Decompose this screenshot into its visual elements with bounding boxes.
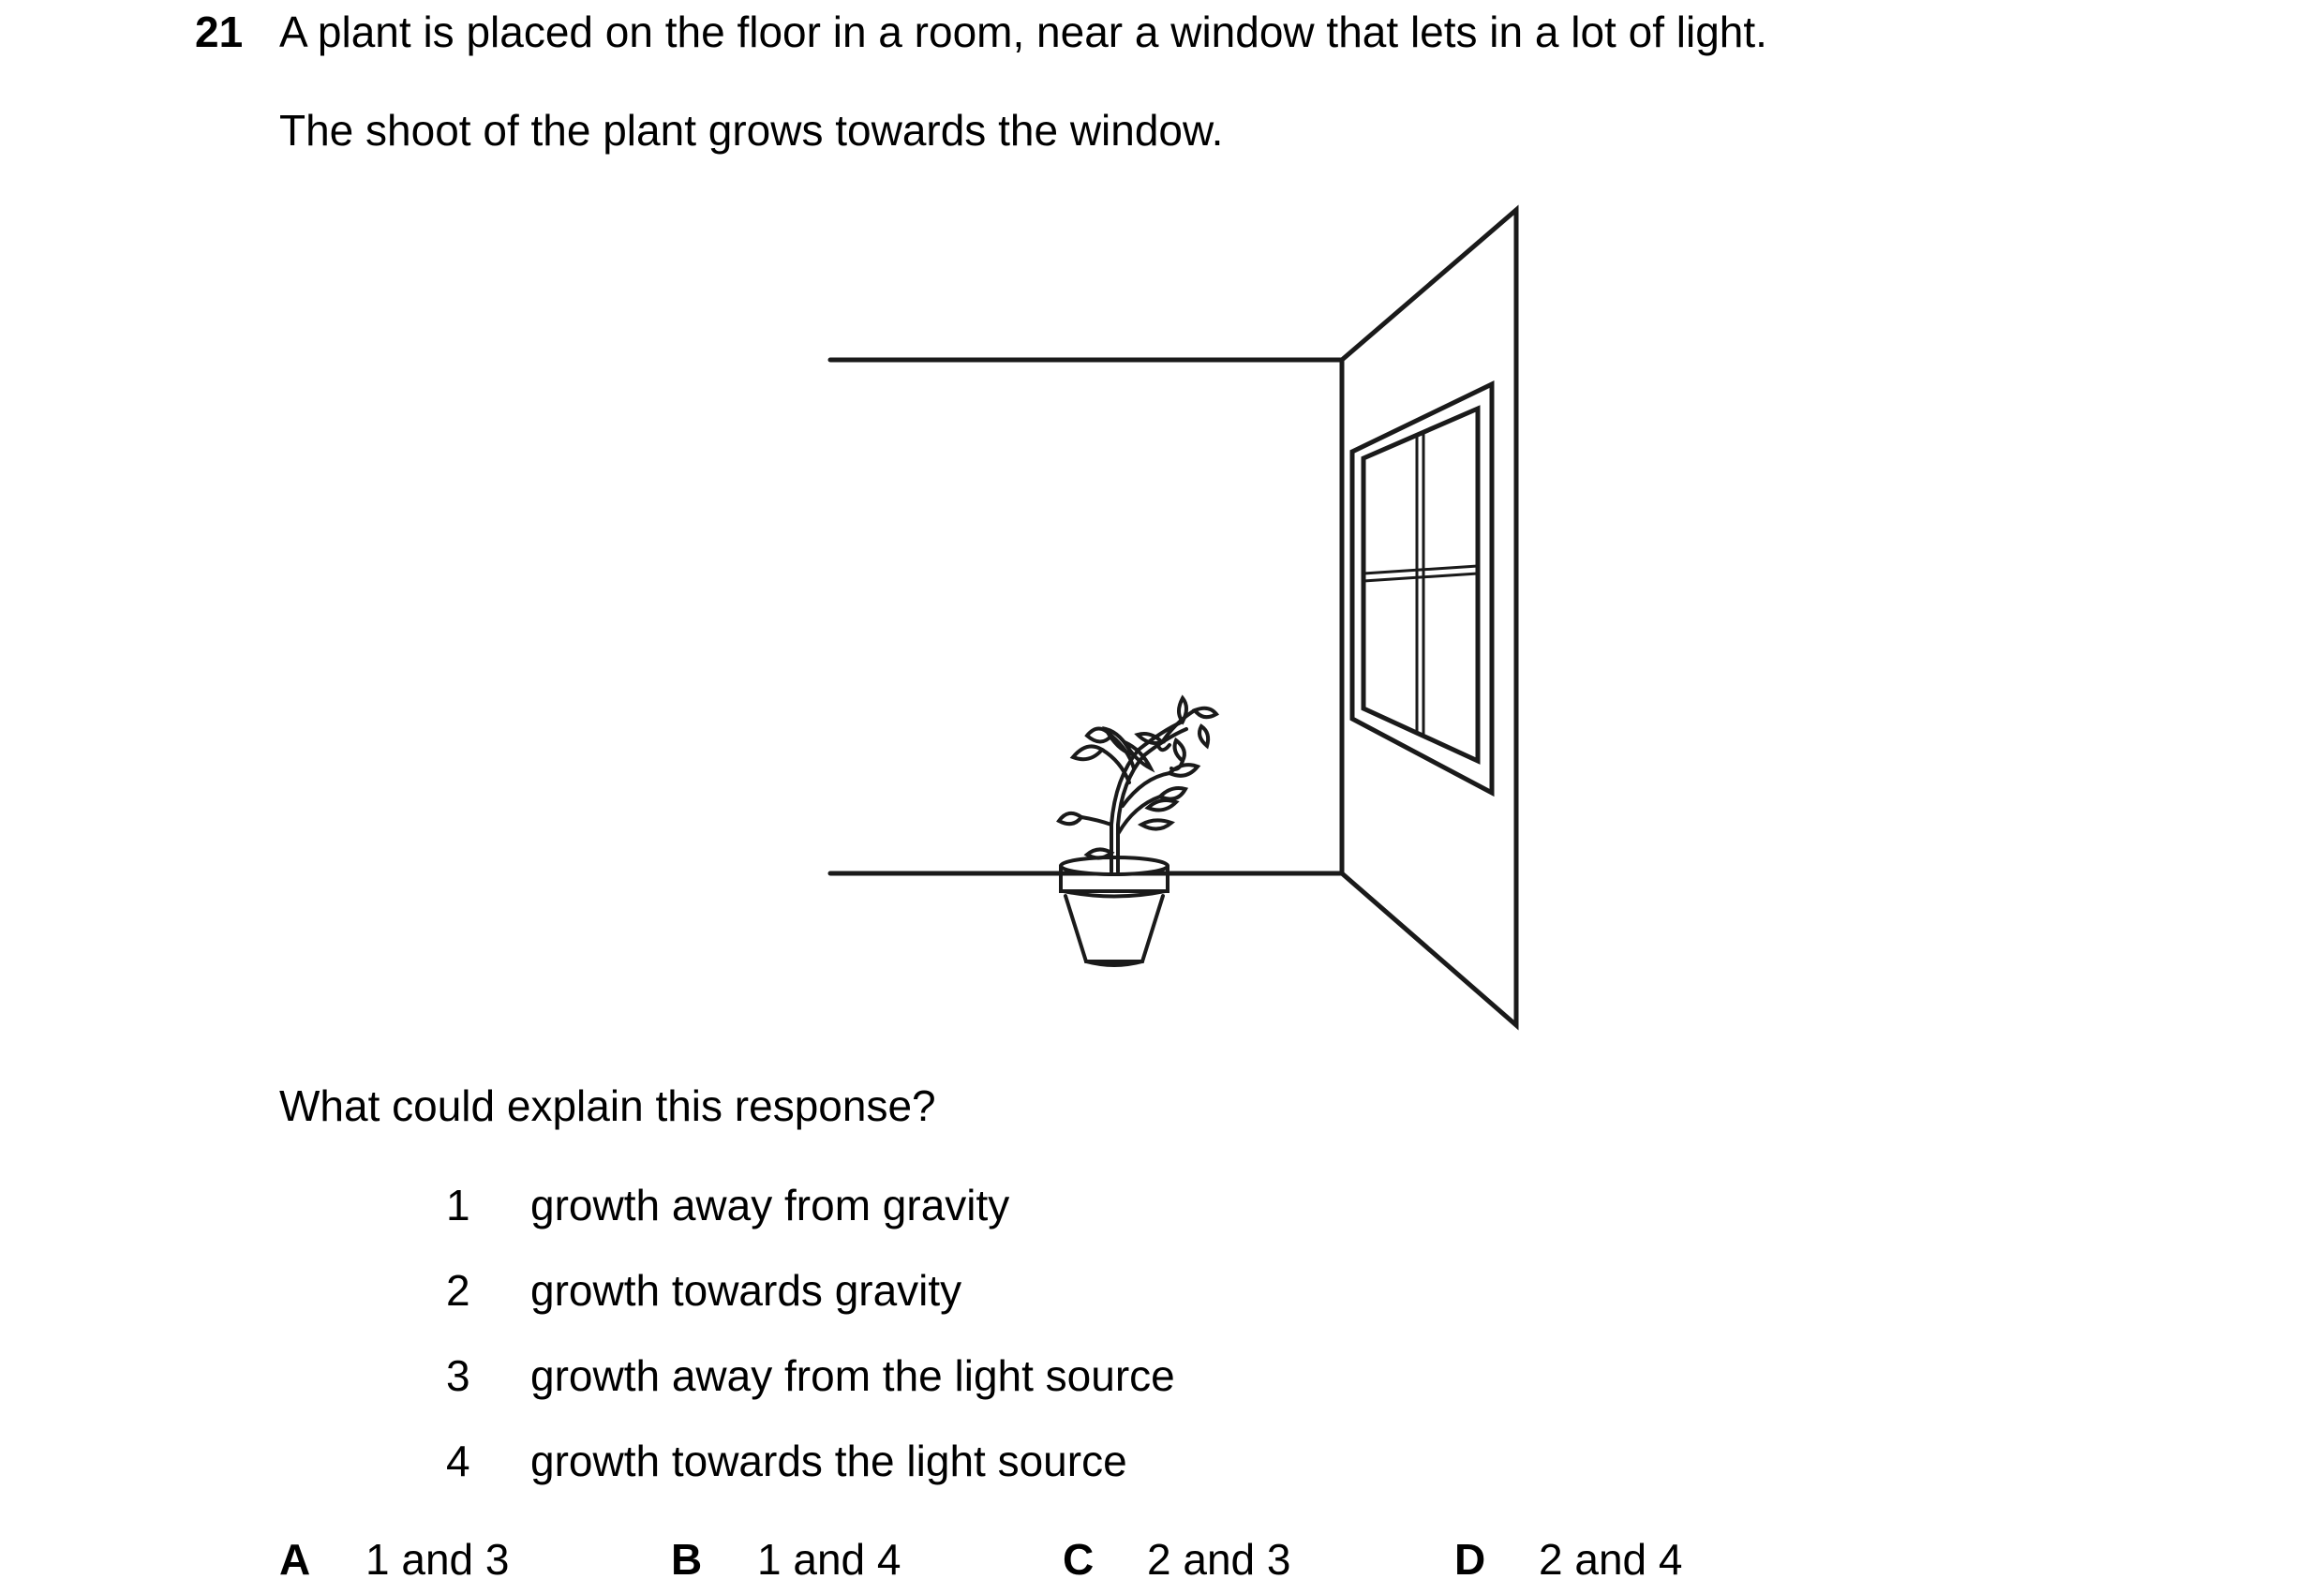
statement-text: growth towards gravity bbox=[530, 1266, 962, 1315]
window-icon bbox=[1352, 384, 1492, 793]
option-letter-c: C bbox=[1063, 1535, 1095, 1584]
statement-text: growth towards the light source bbox=[530, 1437, 1127, 1485]
option-letter-d: D bbox=[1454, 1535, 1486, 1584]
question-number: 21 bbox=[195, 7, 244, 56]
room-corner-icon bbox=[830, 210, 1516, 1025]
option-letter-b: B bbox=[671, 1535, 703, 1584]
question-stem-line-2: The shoot of the plant grows towards the window. bbox=[279, 106, 1224, 155]
option-a-text: 1 and 3 bbox=[365, 1535, 510, 1584]
option-c-text: 2 and 3 bbox=[1147, 1535, 1291, 1584]
question-prompt: What could explain this response? bbox=[279, 1081, 936, 1130]
option-letter-a: A bbox=[279, 1535, 311, 1584]
potted-plant-icon bbox=[1059, 698, 1216, 965]
option-d-text: 2 and 4 bbox=[1539, 1535, 1683, 1584]
option-b-text: 1 and 4 bbox=[757, 1535, 901, 1584]
statement-number: 2 bbox=[446, 1266, 470, 1315]
statement-number: 3 bbox=[446, 1351, 470, 1400]
statement-number: 4 bbox=[446, 1437, 470, 1485]
statement-text: growth away from gravity bbox=[530, 1181, 1010, 1229]
statement-number: 1 bbox=[446, 1181, 470, 1229]
question-stem-line-1: A plant is placed on the floor in a room, near a window that lets in a lot of light. bbox=[279, 7, 1767, 56]
statement-text: growth away from the light source bbox=[530, 1351, 1175, 1400]
